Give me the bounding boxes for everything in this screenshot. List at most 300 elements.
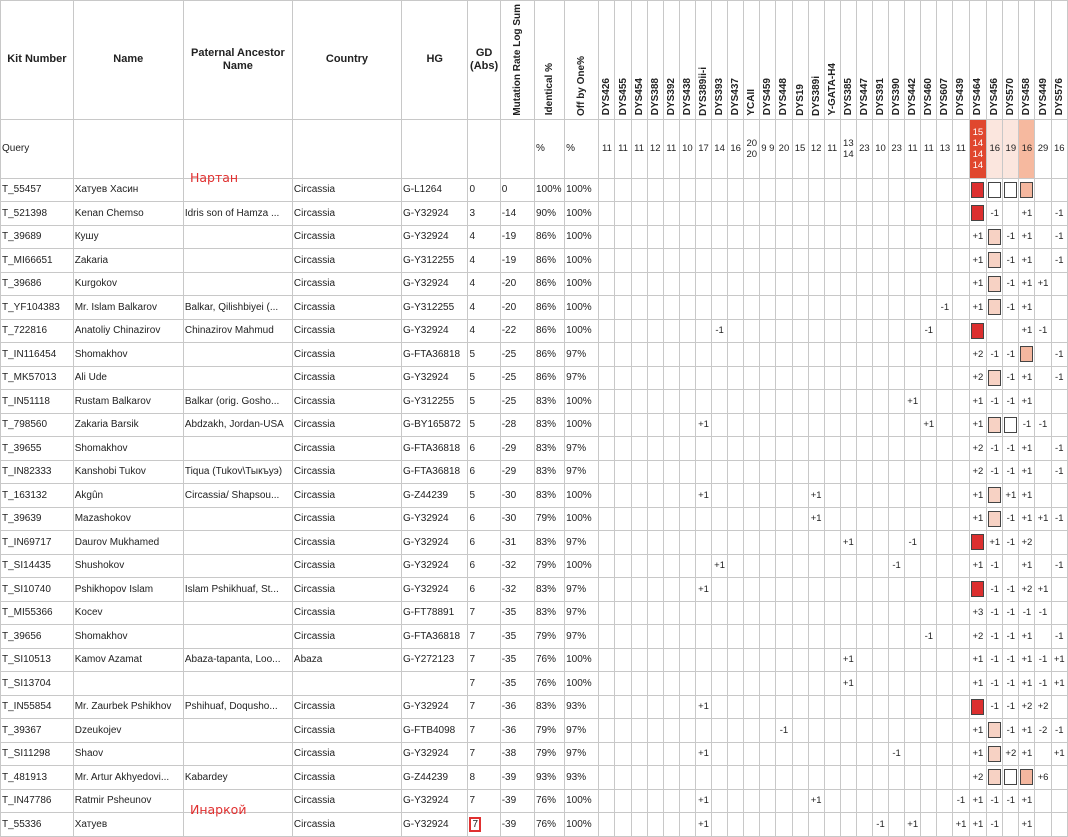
marker-diff-cell (744, 742, 760, 766)
marker-diff-cell (744, 202, 760, 226)
country-cell: Abaza (292, 648, 401, 672)
marker-diff-cell (1019, 648, 1035, 672)
marker-diff-cell (712, 719, 728, 743)
identical-header[interactable] (534, 1, 564, 120)
marker-diff-cell (663, 648, 679, 672)
table-row[interactable] (1, 413, 1068, 437)
table-row[interactable] (1, 766, 1068, 790)
table-row[interactable] (1, 554, 1068, 578)
marker-diff-cell (744, 484, 760, 508)
marker-diff-cell (921, 319, 937, 343)
marker-diff-cell (969, 343, 987, 367)
table-row[interactable] (1, 390, 1068, 414)
marker-diff-cell (663, 789, 679, 813)
marker-diff-cell (1019, 789, 1035, 813)
gd-cell: 5 (468, 366, 500, 390)
marker-diff-cell (1019, 178, 1035, 202)
haplogroup-header[interactable]: HG (402, 1, 468, 120)
haplogroup-cell: G-Y32924 (402, 507, 468, 531)
identical-cell: 86% (534, 343, 564, 367)
marker-header[interactable] (599, 1, 615, 120)
marker-header[interactable] (905, 1, 921, 120)
marker-diff-cell (615, 484, 631, 508)
ancestor-cell (183, 507, 292, 531)
table-row[interactable] (1, 625, 1068, 649)
marker-diff-value: +1 (698, 489, 709, 501)
marker-diff-value: +1 (955, 818, 967, 830)
marker-diff-cell (872, 202, 888, 226)
marker-diff-cell (695, 531, 711, 555)
marker-diff-cell (969, 507, 987, 531)
marker-diff-cell (1003, 766, 1019, 790)
table-row[interactable] (1, 719, 1068, 743)
marker-diff-cell (1035, 296, 1051, 320)
kit-number-cell: T_521398 (1, 202, 74, 226)
marker-diff-cell (728, 413, 744, 437)
marker-diff-cell (744, 719, 760, 743)
marker-diff-cell (824, 390, 840, 414)
kit-number-cell: T_39689 (1, 225, 74, 249)
name-header[interactable]: Name (73, 1, 183, 120)
marker-diff-cell (1019, 225, 1035, 249)
marker-diff-cell (856, 460, 872, 484)
marker-diff-cell (889, 225, 905, 249)
marker-diff-cell (905, 413, 921, 437)
gd-cell: 7 (468, 625, 500, 649)
marker-header[interactable] (679, 1, 695, 120)
marker-diff-value: -1 (1006, 677, 1016, 689)
marker-diff-cell (1019, 249, 1035, 273)
marker-diff-cell (776, 296, 792, 320)
marker-diff-cell (1035, 507, 1051, 531)
table-row[interactable] (1, 296, 1068, 320)
marker-header[interactable] (647, 1, 663, 120)
table-row[interactable] (1, 484, 1068, 508)
marker-diff-cell (1019, 319, 1035, 343)
offby-cell: 100% (565, 648, 599, 672)
marker-diff-cell (1051, 366, 1067, 390)
marker-diff-cell (712, 319, 728, 343)
ancestor-cell (183, 601, 292, 625)
marker-diff-cell (792, 272, 808, 296)
marker-diff-cell (905, 531, 921, 555)
marker-header[interactable] (631, 1, 647, 120)
offby-cell: 97% (565, 437, 599, 461)
marker-diff-cell (792, 390, 808, 414)
marker-diff-cell (615, 319, 631, 343)
marker-header[interactable] (712, 1, 728, 120)
marker-diff-cell (679, 437, 695, 461)
kit-number-cell: T_IN55854 (1, 695, 74, 719)
table-row[interactable] (1, 249, 1068, 273)
query-marker-value: 11 (953, 119, 969, 178)
marker-diff-value: -1 (990, 466, 999, 478)
marker-header[interactable] (695, 1, 711, 120)
haplogroup-cell: G-L1264 (402, 178, 468, 202)
haplogroup-cell (402, 672, 468, 696)
marker-diff-cell (937, 202, 953, 226)
haplogroup-cell: G-Y32924 (402, 366, 468, 390)
country-cell: Circassia (292, 249, 401, 273)
marker-header[interactable] (663, 1, 679, 120)
marker-diff-cell (792, 578, 808, 602)
marker-header[interactable] (808, 1, 824, 120)
marker-diff-cell (728, 554, 744, 578)
marker-diff-cell (712, 648, 728, 672)
marker-diff-cell (953, 531, 969, 555)
offby-header[interactable] (565, 1, 599, 120)
marker-diff-cell (921, 390, 937, 414)
marker-diff-cell (872, 366, 888, 390)
haplogroup-cell: G-Y32924 (402, 578, 468, 602)
gd-cell: 7 (468, 695, 500, 719)
marker-diff-cell (663, 695, 679, 719)
offby-cell: 100% (565, 813, 599, 837)
marker-diff-cell (631, 343, 647, 367)
marker-header[interactable] (1035, 1, 1051, 120)
table-row[interactable] (1, 507, 1068, 531)
offby-cell: 97% (565, 625, 599, 649)
name-cell (73, 672, 183, 696)
marker-diff-cell (856, 366, 872, 390)
table-row[interactable] (1, 343, 1068, 367)
marker-diff-value: -1 (924, 325, 934, 337)
name-cell: Kenan Chemso (73, 202, 183, 226)
marker-diff-cell (647, 648, 663, 672)
gd-cell: 7 (468, 648, 500, 672)
marker-diff-cell (1019, 531, 1035, 555)
marker-diff-cell (695, 648, 711, 672)
identical-cell: 86% (534, 296, 564, 320)
marker-diff-cell (987, 296, 1003, 320)
marker-diff-cell (647, 719, 663, 743)
marker-diff-cell (872, 719, 888, 743)
marker-diff-value: +1 (842, 654, 854, 666)
marker-diff-cell (1003, 413, 1019, 437)
gd-cell: 4 (468, 319, 500, 343)
marker-diff-value: +2 (1021, 536, 1033, 548)
mutation-rate-cell: -35 (500, 601, 534, 625)
table-row[interactable] (1, 813, 1068, 837)
marker-header-label: DYS439 (955, 78, 967, 116)
gd-cell: 4 (468, 296, 500, 320)
marker-diff-cell (921, 343, 937, 367)
marker-diff-cell (631, 766, 647, 790)
marker-diff-value: -1 (779, 724, 789, 736)
marker-diff-cell (647, 578, 663, 602)
marker-diff-cell (792, 554, 808, 578)
marker-diff-cell (856, 554, 872, 578)
marker-diff-cell (615, 202, 631, 226)
marker-diff-cell (937, 249, 953, 273)
table-row[interactable] (1, 695, 1068, 719)
mutation-rate-header[interactable] (500, 1, 534, 120)
marker-diff-cell (1019, 578, 1035, 602)
marker-diff-cell (1003, 296, 1019, 320)
marker-header[interactable] (1003, 1, 1019, 120)
marker-diff-value: +1 (907, 395, 919, 407)
marker-diff-cell (695, 625, 711, 649)
marker-diff-cell (905, 672, 921, 696)
name-cell: Mr. Zaurbek Pshikhov (73, 695, 183, 719)
marker-diff-cell (808, 319, 824, 343)
marker-diff-cell (1051, 225, 1067, 249)
gd-cell: 6 (468, 554, 500, 578)
marker-diff-value: -1 (1055, 442, 1064, 454)
table-row[interactable] (1, 437, 1068, 461)
marker-header[interactable] (1019, 1, 1035, 120)
marker-diff-cell (872, 390, 888, 414)
country-cell: Circassia (292, 178, 401, 202)
marker-header[interactable] (776, 1, 792, 120)
marker-diff-value: -1 (876, 818, 885, 830)
marker-diff-cell (599, 249, 615, 273)
marker-diff-cell (1003, 813, 1019, 837)
marker-diff-cell (679, 742, 695, 766)
marker-diff-cell (728, 813, 744, 837)
kit-number-cell: T_IN47786 (1, 789, 74, 813)
mutation-rate-cell: -35 (500, 648, 534, 672)
mutation-rate-cell: -35 (500, 625, 534, 649)
marker-diff-value: +1 (972, 278, 984, 290)
marker-diff-cell (872, 272, 888, 296)
marker-diff-cell (840, 813, 856, 837)
marker-diff-cell (921, 366, 937, 390)
table-row[interactable] (1, 789, 1068, 813)
marker-diff-cell (1035, 390, 1051, 414)
marker-diff-cell (889, 813, 905, 837)
kit-number-cell: T_IN116454 (1, 343, 74, 367)
name-cell: Rustam Balkarov (73, 390, 183, 414)
marker-diff-cell (872, 178, 888, 202)
query-marker-value: 11 (921, 119, 937, 178)
marker-header[interactable] (937, 1, 953, 120)
table-row[interactable] (1, 648, 1068, 672)
query-empty-cell (292, 119, 401, 178)
marker-diff-cell (937, 507, 953, 531)
marker-diff-cell (905, 460, 921, 484)
marker-diff-value: +1 (1021, 231, 1033, 243)
identical-cell: 83% (534, 390, 564, 414)
gd-header[interactable]: GD (Abs) (468, 1, 500, 120)
marker-diff-cell (760, 272, 776, 296)
marker-diff-cell (679, 766, 695, 790)
country-cell: Circassia (292, 225, 401, 249)
marker-diff-cell (1051, 742, 1067, 766)
query-marker-value: 23 (856, 119, 872, 178)
table-row[interactable] (1, 742, 1068, 766)
marker-diff-cell (760, 390, 776, 414)
marker-header[interactable] (921, 1, 937, 120)
marker-diff-cell (631, 272, 647, 296)
marker-diff-cell (987, 766, 1003, 790)
marker-diff-cell (808, 625, 824, 649)
marker-diff-cell (889, 296, 905, 320)
kit-number-cell: T_YF104383 (1, 296, 74, 320)
table-row[interactable] (1, 460, 1068, 484)
marker-diff-cell (808, 578, 824, 602)
table-row[interactable] (1, 578, 1068, 602)
marker-diff-cell (712, 437, 728, 461)
marker-diff-cell (792, 225, 808, 249)
name-cell: Zakaria Barsik (73, 413, 183, 437)
table-row[interactable] (1, 366, 1068, 390)
marker-header[interactable] (760, 1, 776, 120)
marker-diff-cell (631, 178, 647, 202)
marker-diff-cell (1051, 272, 1067, 296)
table-row[interactable] (1, 601, 1068, 625)
marker-color-swatch (988, 370, 1001, 386)
marker-header[interactable] (856, 1, 872, 120)
marker-diff-cell (872, 742, 888, 766)
marker-diff-cell (1051, 507, 1067, 531)
marker-diff-cell (856, 531, 872, 555)
marker-color-swatch (971, 699, 984, 715)
marker-header[interactable] (615, 1, 631, 120)
table-row[interactable] (1, 225, 1068, 249)
marker-diff-cell (937, 272, 953, 296)
kit-number-cell: T_MK57013 (1, 366, 74, 390)
marker-diff-cell (1003, 225, 1019, 249)
marker-diff-cell (905, 343, 921, 367)
marker-diff-cell (1035, 766, 1051, 790)
table-row[interactable] (1, 531, 1068, 555)
marker-diff-value: -1 (1006, 607, 1016, 619)
country-cell: Circassia (292, 601, 401, 625)
identical-cell: 83% (534, 460, 564, 484)
marker-diff-cell (987, 249, 1003, 273)
marker-diff-cell (792, 742, 808, 766)
table-row[interactable] (1, 202, 1068, 226)
marker-diff-cell (792, 625, 808, 649)
marker-diff-cell (824, 225, 840, 249)
marker-diff-cell (599, 648, 615, 672)
gd-cell: 7 (468, 719, 500, 743)
marker-diff-cell (1051, 719, 1067, 743)
marker-header[interactable] (969, 1, 987, 120)
marker-header-label: DYS449 (1037, 78, 1049, 116)
marker-diff-cell (792, 719, 808, 743)
table-row[interactable] (1, 319, 1068, 343)
marker-diff-cell (615, 366, 631, 390)
marker-diff-cell (631, 578, 647, 602)
marker-diff-cell (808, 554, 824, 578)
marker-diff-cell (615, 648, 631, 672)
marker-diff-value: -1 (990, 795, 999, 807)
marker-diff-cell (1019, 437, 1035, 461)
marker-header[interactable] (889, 1, 905, 120)
marker-header[interactable] (824, 1, 840, 120)
marker-diff-cell (631, 460, 647, 484)
marker-header[interactable] (728, 1, 744, 120)
marker-header-label: DYS391 (875, 78, 887, 116)
marker-diff-cell (792, 343, 808, 367)
marker-diff-cell (647, 366, 663, 390)
table-row[interactable] (1, 178, 1068, 202)
marker-diff-value: +2 (1037, 701, 1049, 713)
marker-diff-cell (937, 672, 953, 696)
marker-diff-cell (647, 554, 663, 578)
marker-diff-cell (840, 578, 856, 602)
marker-diff-value: -1 (1006, 536, 1016, 548)
marker-header[interactable] (872, 1, 888, 120)
marker-diff-cell (728, 319, 744, 343)
marker-diff-cell (695, 789, 711, 813)
country-header[interactable]: Country (292, 1, 401, 120)
marker-header[interactable] (953, 1, 969, 120)
marker-diff-cell (824, 507, 840, 531)
query-marker-value: 15 14 14 14 (969, 119, 987, 178)
table-row[interactable] (1, 672, 1068, 696)
marker-diff-value: +1 (810, 513, 822, 525)
marker-diff-cell (1051, 460, 1067, 484)
offby-cell: 100% (565, 272, 599, 296)
marker-diff-cell (712, 601, 728, 625)
offby-cell: 97% (565, 460, 599, 484)
marker-diff-cell (647, 225, 663, 249)
marker-header[interactable] (840, 1, 856, 120)
marker-diff-cell (760, 178, 776, 202)
marker-diff-cell (728, 437, 744, 461)
marker-diff-cell (856, 437, 872, 461)
marker-diff-cell (856, 178, 872, 202)
marker-diff-cell (599, 319, 615, 343)
mutation-rate-cell: -32 (500, 554, 534, 578)
marker-diff-value: -1 (990, 677, 999, 689)
marker-diff-cell (1035, 460, 1051, 484)
marker-diff-cell (695, 390, 711, 414)
marker-diff-cell (1035, 601, 1051, 625)
marker-diff-cell (792, 249, 808, 273)
marker-diff-cell (776, 413, 792, 437)
ancestor-header[interactable]: Paternal Ancestor Name (183, 1, 292, 120)
marker-diff-cell (889, 437, 905, 461)
marker-diff-cell (663, 554, 679, 578)
marker-diff-cell (889, 272, 905, 296)
haplogroup-cell: G-Y32924 (402, 789, 468, 813)
marker-diff-cell (953, 202, 969, 226)
gd-cell: 5 (468, 413, 500, 437)
name-cell: Kamov Azamat (73, 648, 183, 672)
marker-diff-cell (921, 601, 937, 625)
marker-diff-value: -1 (1006, 513, 1016, 525)
marker-diff-cell (744, 601, 760, 625)
kit-number-header[interactable]: Kit Number (1, 1, 74, 120)
marker-diff-cell (953, 249, 969, 273)
marker-diff-cell (760, 319, 776, 343)
country-cell: Circassia (292, 742, 401, 766)
table-row[interactable] (1, 272, 1068, 296)
marker-diff-value: +1 (1021, 395, 1033, 407)
marker-diff-cell (776, 249, 792, 273)
marker-diff-cell (695, 578, 711, 602)
marker-diff-cell (905, 554, 921, 578)
name-cell: Shushokov (73, 554, 183, 578)
identical-cell: 83% (534, 601, 564, 625)
country-cell: Circassia (292, 766, 401, 790)
marker-diff-cell (631, 437, 647, 461)
marker-diff-cell (679, 202, 695, 226)
marker-diff-cell (695, 343, 711, 367)
marker-header[interactable] (744, 1, 760, 120)
marker-diff-cell (808, 531, 824, 555)
marker-color-swatch (988, 417, 1001, 433)
marker-diff-cell (663, 601, 679, 625)
marker-header[interactable] (1051, 1, 1067, 120)
marker-diff-cell (905, 507, 921, 531)
marker-header[interactable] (987, 1, 1003, 120)
marker-header[interactable] (792, 1, 808, 120)
